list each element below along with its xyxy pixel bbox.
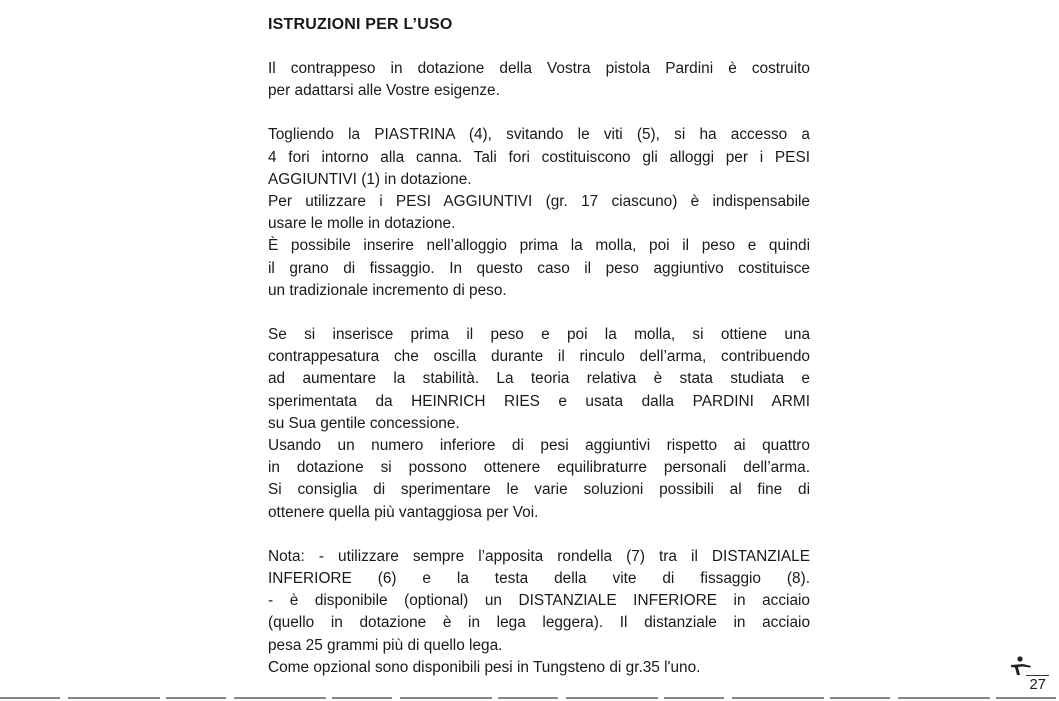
text-line: AGGIUNTIVI (1) in dotazione. bbox=[268, 170, 472, 188]
text-line: 4 fori intorno alla canna. Tali fori costituiscono gli alloggi per i PESI bbox=[268, 148, 810, 166]
text-line: su Sua gentile concessione. bbox=[268, 414, 460, 432]
text-line: INFERIORE (6) e la testa della vite di fissaggio (8). bbox=[268, 570, 810, 588]
text-line: È possibile inserire nell’alloggio prima la molla, poi il peso e quindi bbox=[268, 237, 810, 255]
bottom-rule bbox=[0, 697, 1059, 699]
text-line: ad aumentare la stabilità. La teoria relativa è stata studiata e bbox=[268, 370, 810, 388]
text-line: Il contrappeso in dotazione della Vostra pistola Pardini è costruito bbox=[268, 60, 810, 77]
paragraph-note bbox=[268, 546, 810, 679]
text-line: Si consiglia di sperimentare le varie soluzioni possibili al fine di bbox=[268, 481, 810, 499]
text-line: (quello in dotazione è in lega leggera). Il distanziale in acciaio bbox=[268, 614, 810, 632]
text-line: in dotazione si possono ottenere equilibraturre personali dell’arma. bbox=[268, 459, 810, 477]
page-number: 27 bbox=[1026, 675, 1049, 693]
text-line: usare le molle in dotazione. bbox=[268, 215, 456, 233]
instructions-section bbox=[268, 14, 810, 679]
text-line: un tradizionale incremento di peso. bbox=[268, 281, 507, 299]
text-line: sperimentata da HEINRICH RIES e usata dalla PARDINI ARMI bbox=[268, 392, 810, 410]
text-line: il grano di fissaggio. In questo caso il peso aggiuntivo costituisce bbox=[268, 259, 810, 277]
text-line: ottenere quella più vantaggiosa per Voi. bbox=[268, 503, 539, 521]
text-line: Se si inserisce prima il peso e poi la molla, si ottiene una bbox=[268, 326, 810, 344]
text-line: - è disponibile (optional) un DISTANZIALE INFERIORE in acciaio bbox=[268, 592, 810, 610]
text-line: pesa 25 grammi più di quello lega. bbox=[268, 636, 503, 654]
paragraph-weights bbox=[268, 124, 810, 302]
paragraph-theory bbox=[268, 324, 810, 524]
text-line: Usando un numero inferiore di pesi aggiuntivi rispetto ai quattro bbox=[268, 437, 810, 455]
text-line: Nota: - utilizzare sempre l’apposita rondella (7) tra il DISTANZIALE bbox=[268, 547, 810, 565]
text-line: Per utilizzare i PESI AGGIUNTIVI (gr. 17 ciascuno) è indispensabile bbox=[268, 193, 810, 211]
text-line: Come opzional sono disponibili pesi in Tungsteno di gr.35 l'uno. bbox=[268, 658, 701, 676]
page-footer bbox=[1007, 655, 1053, 695]
text-line: Togliendo la PIASTRINA (4), svitando le viti (5), si ha accesso a bbox=[268, 126, 810, 144]
paragraph-intro bbox=[268, 58, 810, 102]
text-line: per adattarsi alle Vostre esigenze. bbox=[268, 82, 500, 100]
section-heading: ISTRUZIONI PER L’USO bbox=[268, 16, 453, 33]
text-line: contrappesatura che oscilla durante il rinculo dell’arma, contribuendo bbox=[268, 348, 810, 366]
